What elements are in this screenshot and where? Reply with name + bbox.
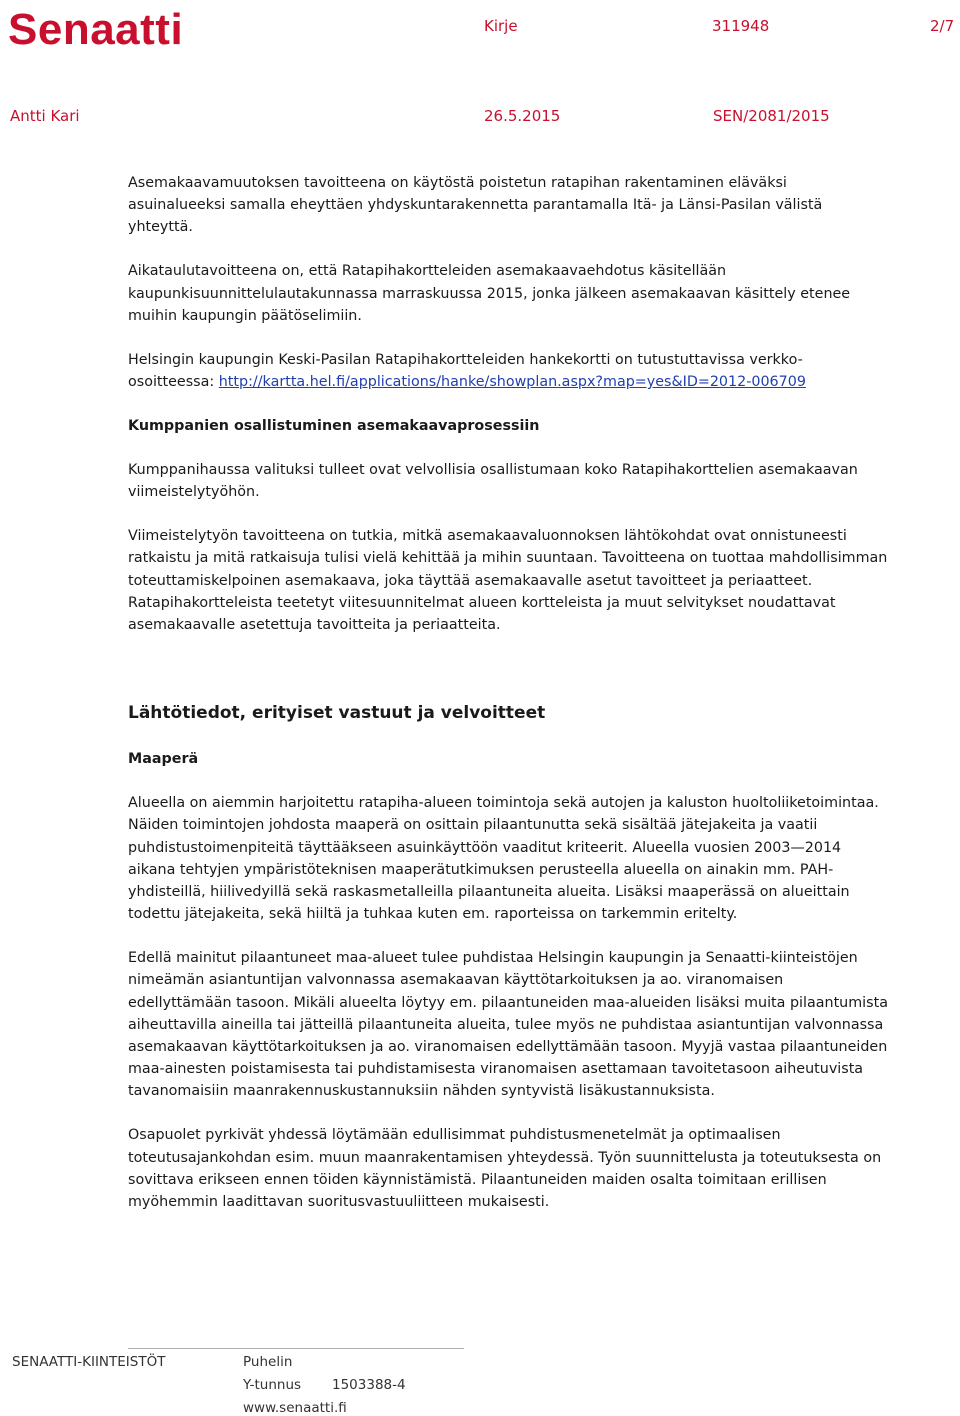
footer-ytunnus-value: 1503388-4 xyxy=(332,1377,406,1393)
footer-website[interactable]: www.senaatti.fi xyxy=(243,1400,347,1416)
paragraph: Edellä mainitut pilaantuneet maa-alueet tulee puhdistaa Helsingin kaupungin ja Senaatti-kiinteistöjen nimeämän asiantuntijan valvonnassa asemakaavan käyttötarkoituksen ja ao. viranomaisen edellyttämään tasoon. Mikäli alueelta löytyy em. pilaantuneiden maa-alueiden lisäksi muita pilaantumista aiheuttavilla aineilla tai jätteillä pilaantuneita alueita, tulee myös ne puhdistaa asiantuntijan valvonnassa asemakaavan käyttötarkoituksen ja ao. viranomaisen edellyttämään tasoon. Myyjä vastaa pilaantuneiden maa-ainesten poistamisesta tai puhdistamisesta viranomaisen asettamaan tavoitetasoon aiheutuvista tavanomaisiin maanrakennuskustannuksiin nähden syntyvistä lisäkustannuksista. xyxy=(128,950,888,1100)
reference-number: SEN/2081/2015 xyxy=(713,107,830,125)
footer-phone-label: Puhelin xyxy=(243,1354,293,1370)
doc-type: Kirje xyxy=(484,17,518,35)
section-heading: Maaperä xyxy=(128,751,199,768)
section-heading: Kumppanien osallistuminen asemakaavaprosessiin xyxy=(128,418,540,435)
paragraph: Osapuolet pyrkivät yhdessä löytämään edullisimmat puhdistusmenetelmät ja optimaalisen toteutusajankohdan esim. muun maanrakentamisen yhteydessä. Työn suunnittelusta ja toteutuksesta on sovittava erikseen ennen töiden käynnistämistä. Pilaantuneiden maiden osalta toimitaan erillisen myöhemmin laadittavan suoritusvastuuliitteen mukaisesti. xyxy=(128,1127,882,1211)
doc-number: 311948 xyxy=(712,17,770,35)
letter-body xyxy=(128,172,888,1235)
paragraph: Viimeistelytyön tavoitteena on tutkia, mitkä asemakaavaluonnoksen lähtökohdat ovat onnistuneesti ratkaistu ja mitä ratkaisuja tulisi vielä kehittää ja mihin suuntaan. Tavoitteena on tuottaa mahdollisimman toteuttamiskelpoinen asemakaava, joka täyttää asemakaavalle asetut tavoitteet ja periaatteet. Ratapihakortteleista teetetyt viitesuunnitelmat alueen kortteleista ja muut selvitykset noudattavat asemakaavalle asetettuja tavoitteita ja periaatteita. xyxy=(128,528,888,634)
page-footer xyxy=(0,1340,960,1416)
paragraph: Aikataulutavoitteena on, että Ratapihakortteleiden asemakaavaehdotus käsitellään kaupunkisuunnittelulautakunnassa marraskuussa 2015, jonka jälkeen asemakaavan käsittely etenee muihin kaupungin päätöselimiin. xyxy=(128,263,851,324)
page-number: 2/7 xyxy=(930,17,955,35)
author: Antti Kari xyxy=(10,107,80,125)
paragraph: Alueella on aiemmin harjoitettu ratapiha-alueen toimintoja sekä autojen ja kaluston huoltoliiketoimintaa. Näiden toimintojen johdosta maaperä on osittain pilaantunutta sekä sisältää jätejakeita ja vaatii puhdistustoimenpiteitä täyttääkseen asuinkäyttöön vaaditut kriteerit. Alueella vuosien 2003—2014 aikana tehtyjen ympäristöteknisen maaperätutkimuksen perusteella alueella on ainakin mm. PAH-yhdisteillä, hiilivedyillä sekä raskasmetalleilla pilaantuneita alueita. Lisäksi maaperässä on alueittain todettu jätejakeita, sekä hiiltä ja tuhkaa kuten em. raporteissa on tarkemmin eritelty. xyxy=(128,795,879,923)
logo-wordmark: Senaatti xyxy=(8,5,184,54)
footer-ytunnus-label: Y-tunnus xyxy=(243,1377,302,1393)
footer-divider xyxy=(128,1348,464,1349)
hankekortti-link[interactable]: http://kartta.hel.fi/applications/hanke/showplan.aspx?map=yes&ID=2012-006709 xyxy=(218,374,806,391)
paragraph-with-link xyxy=(128,349,888,393)
main-heading: Lähtötiedot, erityiset vastuut ja velvoitteet xyxy=(128,703,546,724)
paragraph-text: Helsingin kaupungin Keski-Pasilan Ratapihakortteleiden hankekortti on tutustuttavissa verkko-osoitteessa: xyxy=(128,351,803,391)
senaatti-logo xyxy=(8,4,198,54)
paragraph: Asemakaavamuutoksen tavoitteena on käytöstä poistetun ratapihan rakentaminen eläväksi asuinalueeksi samalla eheyttäen yhdyskuntarakennetta parantamalla Itä- ja Länsi-Pasilan välistä yhteyttä. xyxy=(128,175,823,236)
date: 26.5.2015 xyxy=(484,107,561,125)
paragraph: Kumppanihaussa valituksi tulleet ovat velvollisia osallistumaan koko Ratapihakorttelien asemakaavan viimeistelytyöhön. xyxy=(128,462,858,501)
footer-company: SENAATTI-KIINTEISTÖT xyxy=(12,1354,166,1370)
